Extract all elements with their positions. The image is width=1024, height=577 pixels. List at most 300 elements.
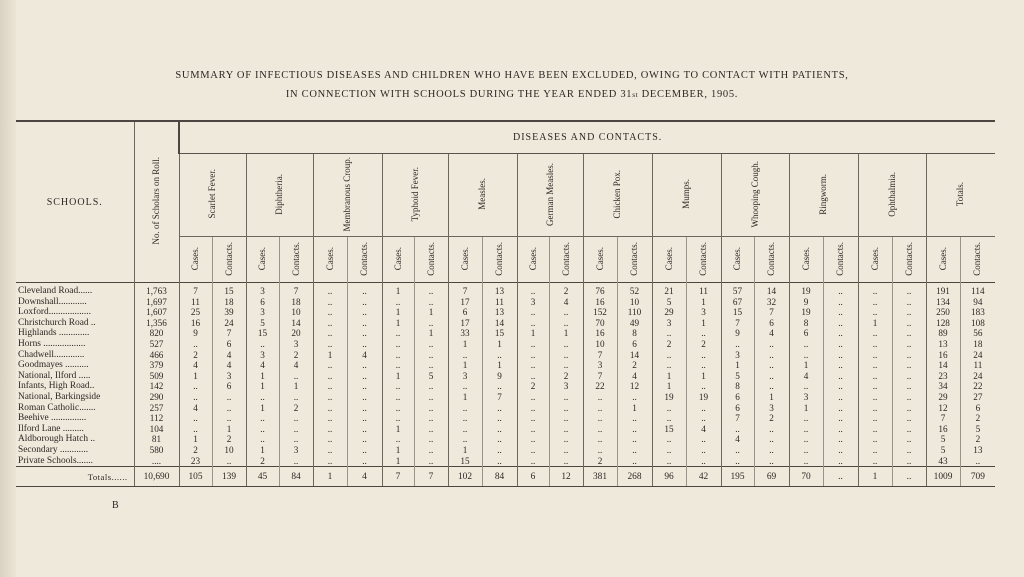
contacts-cell: .. bbox=[482, 434, 517, 445]
contacts-cell: .. bbox=[686, 445, 721, 456]
cases-cell: .. bbox=[517, 456, 549, 467]
school-name: Beehive ............... bbox=[18, 413, 87, 424]
contacts-cell: .. bbox=[347, 381, 382, 392]
totals-cell: 102 bbox=[448, 467, 482, 487]
contacts-cell: 6 bbox=[212, 339, 246, 350]
school-name: Goodmayes .......... bbox=[18, 360, 89, 371]
cases-cell: .. bbox=[382, 381, 414, 392]
cases-cell: 2 bbox=[246, 456, 279, 467]
cases-cell: 19 bbox=[789, 307, 823, 318]
totals-cell: 1 bbox=[858, 467, 892, 487]
school-name: Secondary ............ bbox=[18, 444, 89, 455]
contacts-cell: .. bbox=[347, 424, 382, 435]
cases-cell: 2 bbox=[179, 350, 212, 361]
cases-cell: .. bbox=[721, 424, 754, 435]
totals-cell: 4 bbox=[347, 467, 382, 487]
cases-cell: .. bbox=[246, 424, 279, 435]
contacts-cell: .. bbox=[686, 360, 721, 371]
cases-subheader: Cases. bbox=[517, 237, 549, 283]
cases-cell: .. bbox=[721, 456, 754, 467]
contacts-cell: .. bbox=[754, 434, 789, 445]
school-name: Chadwell............. bbox=[18, 349, 85, 360]
contacts-cell: .. bbox=[549, 434, 583, 445]
cases-cell: 15 bbox=[448, 456, 482, 467]
contacts-cell: .. bbox=[279, 434, 313, 445]
cases-cell: .. bbox=[517, 360, 549, 371]
totals-cell: 7 bbox=[414, 467, 448, 487]
totals-cell: 268 bbox=[617, 467, 652, 487]
totals-cell: 709 bbox=[960, 467, 995, 487]
cases-cell: 1 bbox=[382, 283, 414, 297]
cases-subheader: Cases. bbox=[789, 237, 823, 283]
contacts-cell: 1 bbox=[482, 360, 517, 371]
cases-cell: .. bbox=[313, 339, 347, 350]
cases-cell: 1 bbox=[313, 350, 347, 361]
contacts-subheader: Contacts. bbox=[279, 237, 313, 283]
contacts-cell: .. bbox=[414, 392, 448, 403]
cases-cell: .. bbox=[652, 403, 686, 414]
cases-cell: 89 bbox=[926, 328, 960, 339]
cases-cell: .. bbox=[313, 360, 347, 371]
contacts-cell: 56 bbox=[960, 328, 995, 339]
roll-count: 1,763 bbox=[134, 283, 179, 297]
contacts-cell: 4 bbox=[617, 371, 652, 382]
contacts-cell: .. bbox=[823, 371, 858, 382]
cases-cell: 34 bbox=[926, 381, 960, 392]
cases-cell: 2 bbox=[179, 445, 212, 456]
contacts-cell: 2 bbox=[960, 434, 995, 445]
contacts-cell: .. bbox=[617, 392, 652, 403]
table-row bbox=[16, 456, 995, 467]
cases-cell: 14 bbox=[926, 360, 960, 371]
cases-cell: 2 bbox=[517, 381, 549, 392]
cases-cell: .. bbox=[313, 392, 347, 403]
roll-count: 379 bbox=[134, 360, 179, 371]
school-name: Private Schools....... bbox=[18, 455, 93, 466]
cases-cell: .. bbox=[313, 456, 347, 467]
roll-count: 466 bbox=[134, 350, 179, 361]
cases-cell: 7 bbox=[583, 350, 617, 361]
contacts-cell: .. bbox=[414, 413, 448, 424]
cases-cell: .. bbox=[246, 413, 279, 424]
contacts-subheader: Contacts. bbox=[823, 237, 858, 283]
contacts-cell: .. bbox=[279, 456, 313, 467]
contacts-cell: 13 bbox=[482, 307, 517, 318]
cases-cell: 16 bbox=[926, 350, 960, 361]
contacts-cell: 24 bbox=[212, 318, 246, 329]
contacts-cell: .. bbox=[279, 413, 313, 424]
contacts-cell: 15 bbox=[482, 328, 517, 339]
contacts-cell: .. bbox=[823, 445, 858, 456]
cases-cell: 16 bbox=[583, 297, 617, 308]
school-name: Horns .................. bbox=[18, 338, 86, 349]
totals-row bbox=[16, 467, 995, 487]
contacts-subheader: Contacts. bbox=[347, 237, 382, 283]
contacts-cell: .. bbox=[892, 456, 926, 467]
contacts-cell: 15 bbox=[212, 283, 246, 297]
cases-cell: 1 bbox=[382, 307, 414, 318]
cases-subheader: Cases. bbox=[246, 237, 279, 283]
contacts-cell: .. bbox=[823, 283, 858, 297]
contacts-cell: .. bbox=[892, 297, 926, 308]
contacts-cell: 10 bbox=[212, 445, 246, 456]
contacts-cell: 32 bbox=[754, 297, 789, 308]
contacts-cell: .. bbox=[686, 434, 721, 445]
contacts-cell: 19 bbox=[686, 392, 721, 403]
school-name: Loxford.................. bbox=[18, 307, 91, 318]
cases-cell: 7 bbox=[721, 413, 754, 424]
contacts-cell: 1 bbox=[414, 307, 448, 318]
totals-cell: 45 bbox=[246, 467, 279, 487]
cases-cell: .. bbox=[382, 413, 414, 424]
roll-count: 142 bbox=[134, 381, 179, 392]
table-row bbox=[16, 350, 995, 361]
contacts-cell: 1 bbox=[686, 297, 721, 308]
contacts-cell: 4 bbox=[212, 360, 246, 371]
contacts-cell: 1 bbox=[212, 424, 246, 435]
contacts-cell: 110 bbox=[617, 307, 652, 318]
disease-header-german-measles: German Measles. bbox=[517, 154, 583, 237]
cases-cell: .. bbox=[382, 360, 414, 371]
cases-cell: .. bbox=[179, 381, 212, 392]
cases-cell: 2 bbox=[652, 339, 686, 350]
contacts-cell: 6 bbox=[212, 381, 246, 392]
cases-cell: .. bbox=[179, 413, 212, 424]
cases-cell: .. bbox=[652, 413, 686, 424]
cases-cell: .. bbox=[382, 403, 414, 414]
cases-cell: .. bbox=[652, 434, 686, 445]
cases-subheader: Cases. bbox=[448, 237, 482, 283]
roll-count: 1,356 bbox=[134, 318, 179, 329]
contacts-cell: 7 bbox=[212, 328, 246, 339]
table-row bbox=[16, 392, 995, 403]
cases-subheader: Cases. bbox=[721, 237, 754, 283]
contacts-cell: .. bbox=[347, 360, 382, 371]
totals-cell: 69 bbox=[754, 467, 789, 487]
contacts-cell: .. bbox=[754, 445, 789, 456]
cases-cell: 6 bbox=[721, 392, 754, 403]
totals-cell: 1009 bbox=[926, 467, 960, 487]
school-name: Christchurch Road .. bbox=[18, 317, 96, 328]
totals-cell: 96 bbox=[652, 467, 686, 487]
cases-cell: 134 bbox=[926, 297, 960, 308]
cases-cell: .. bbox=[858, 283, 892, 297]
cases-cell: .. bbox=[583, 445, 617, 456]
contacts-cell: .. bbox=[549, 339, 583, 350]
cases-cell: 76 bbox=[583, 283, 617, 297]
contacts-cell: .. bbox=[823, 456, 858, 467]
contacts-cell: 24 bbox=[960, 371, 995, 382]
cases-cell: .. bbox=[382, 339, 414, 350]
contacts-cell: .. bbox=[960, 456, 995, 467]
contacts-cell: 4 bbox=[212, 350, 246, 361]
contacts-cell: 1 bbox=[686, 371, 721, 382]
contacts-cell: 13 bbox=[960, 445, 995, 456]
disease-header-whooping-cough: Whooping Cough. bbox=[721, 154, 789, 237]
page-marker: B bbox=[112, 500, 119, 511]
cases-cell: 15 bbox=[246, 328, 279, 339]
cases-cell: 8 bbox=[721, 381, 754, 392]
contacts-cell: .. bbox=[892, 350, 926, 361]
contacts-cell: .. bbox=[617, 424, 652, 435]
cases-cell: .. bbox=[858, 424, 892, 435]
cases-cell: .. bbox=[313, 328, 347, 339]
cases-cell: 19 bbox=[789, 283, 823, 297]
cases-cell: 29 bbox=[926, 392, 960, 403]
contacts-cell: 13 bbox=[482, 283, 517, 297]
contacts-cell: .. bbox=[754, 456, 789, 467]
contacts-cell: .. bbox=[686, 413, 721, 424]
cases-cell: 1 bbox=[517, 328, 549, 339]
disease-header-mumps: Mumps. bbox=[652, 154, 721, 237]
contacts-cell: .. bbox=[414, 434, 448, 445]
contacts-cell: .. bbox=[279, 424, 313, 435]
cases-cell: .. bbox=[789, 456, 823, 467]
cases-cell: .. bbox=[858, 413, 892, 424]
totals-cell: 139 bbox=[212, 467, 246, 487]
cases-cell: .. bbox=[652, 350, 686, 361]
cases-cell: 19 bbox=[652, 392, 686, 403]
contacts-subheader: Contacts. bbox=[414, 237, 448, 283]
cases-cell: .. bbox=[382, 350, 414, 361]
contacts-cell: 2 bbox=[549, 283, 583, 297]
contacts-cell: .. bbox=[279, 392, 313, 403]
contacts-cell: 5 bbox=[414, 371, 448, 382]
cases-cell: 22 bbox=[583, 381, 617, 392]
page-binding-edge bbox=[0, 0, 16, 577]
contacts-cell: .. bbox=[892, 283, 926, 297]
roll-count: 1,697 bbox=[134, 297, 179, 308]
cases-cell: 17 bbox=[448, 318, 482, 329]
contacts-subheader: Contacts. bbox=[686, 237, 721, 283]
cases-cell: 1 bbox=[448, 392, 482, 403]
disease-header-chicken-pox: Chicken Pox. bbox=[583, 154, 652, 237]
cases-cell: .. bbox=[858, 381, 892, 392]
cases-cell: 5 bbox=[721, 371, 754, 382]
cases-cell: 5 bbox=[652, 297, 686, 308]
cases-cell: .. bbox=[858, 445, 892, 456]
table-row bbox=[16, 403, 995, 414]
cases-cell: 11 bbox=[179, 297, 212, 308]
cases-cell: 13 bbox=[926, 339, 960, 350]
contacts-subheader: Contacts. bbox=[892, 237, 926, 283]
cases-cell: .. bbox=[313, 403, 347, 414]
roll-count: 820 bbox=[134, 328, 179, 339]
cases-cell: .. bbox=[721, 445, 754, 456]
contacts-cell: .. bbox=[414, 350, 448, 361]
cases-cell: 5 bbox=[926, 445, 960, 456]
cases-cell: 12 bbox=[926, 403, 960, 414]
cases-cell: .. bbox=[517, 413, 549, 424]
cases-cell: 3 bbox=[652, 318, 686, 329]
contacts-cell: .. bbox=[892, 381, 926, 392]
contacts-cell: 108 bbox=[960, 318, 995, 329]
contacts-cell: 1 bbox=[549, 328, 583, 339]
cases-cell: 5 bbox=[246, 318, 279, 329]
contacts-cell: .. bbox=[892, 403, 926, 414]
contacts-cell: .. bbox=[549, 307, 583, 318]
contacts-cell: .. bbox=[892, 445, 926, 456]
contacts-cell: .. bbox=[414, 445, 448, 456]
cases-cell: 3 bbox=[583, 360, 617, 371]
totals-cell: 7 bbox=[382, 467, 414, 487]
cases-cell: .. bbox=[858, 371, 892, 382]
cases-cell: .. bbox=[246, 434, 279, 445]
table-row bbox=[16, 339, 995, 350]
cases-cell: .. bbox=[858, 297, 892, 308]
contacts-cell: .. bbox=[279, 371, 313, 382]
contacts-cell: 10 bbox=[279, 307, 313, 318]
cases-cell: 6 bbox=[789, 328, 823, 339]
table-row bbox=[16, 283, 995, 297]
table-row bbox=[16, 434, 995, 445]
contacts-cell: .. bbox=[892, 339, 926, 350]
cases-cell: 1 bbox=[179, 434, 212, 445]
cases-cell: 128 bbox=[926, 318, 960, 329]
cases-cell: 33 bbox=[448, 328, 482, 339]
cases-cell: 1 bbox=[789, 360, 823, 371]
cases-subheader: Cases. bbox=[583, 237, 617, 283]
contacts-cell: 2 bbox=[549, 371, 583, 382]
cases-cell: 1 bbox=[382, 456, 414, 467]
cases-subheader: Cases. bbox=[926, 237, 960, 283]
cases-cell: 70 bbox=[583, 318, 617, 329]
cases-cell: 21 bbox=[652, 283, 686, 297]
cases-cell: 6 bbox=[246, 297, 279, 308]
contacts-cell: 2 bbox=[617, 360, 652, 371]
contacts-cell: .. bbox=[754, 350, 789, 361]
contacts-cell: .. bbox=[823, 339, 858, 350]
contacts-cell: .. bbox=[482, 424, 517, 435]
cases-cell: .. bbox=[789, 434, 823, 445]
roll-count: 290 bbox=[134, 392, 179, 403]
cases-cell: .. bbox=[313, 381, 347, 392]
cases-cell: 152 bbox=[583, 307, 617, 318]
cases-cell: 1 bbox=[246, 403, 279, 414]
contacts-cell: 2 bbox=[686, 339, 721, 350]
cases-cell: .. bbox=[858, 350, 892, 361]
contacts-cell: 4 bbox=[549, 297, 583, 308]
totals-cell: 84 bbox=[482, 467, 517, 487]
cases-cell: .. bbox=[179, 424, 212, 435]
cases-cell: .. bbox=[313, 434, 347, 445]
contacts-cell: 1 bbox=[279, 381, 313, 392]
cases-cell: 9 bbox=[789, 297, 823, 308]
cases-cell: 1 bbox=[448, 445, 482, 456]
cases-cell: .. bbox=[517, 424, 549, 435]
cases-subheader: Cases. bbox=[179, 237, 212, 283]
cases-cell: 16 bbox=[179, 318, 212, 329]
contacts-cell: 12 bbox=[617, 381, 652, 392]
cases-cell: 3 bbox=[246, 283, 279, 297]
cases-cell: 16 bbox=[926, 424, 960, 435]
cases-cell: 8 bbox=[789, 318, 823, 329]
title-line-2: IN CONNECTION WITH SCHOOLS DURING THE YEAR ENDED 31st DECEMBER, 1905. bbox=[285, 89, 739, 100]
disease-header-ringworm: Ringworm. bbox=[789, 154, 858, 237]
contacts-cell: 3 bbox=[754, 403, 789, 414]
contacts-cell: .. bbox=[347, 283, 382, 297]
contacts-cell: .. bbox=[212, 413, 246, 424]
school-name: Ilford Lane ......... bbox=[18, 423, 84, 434]
cases-cell: 1 bbox=[382, 445, 414, 456]
contacts-cell: .. bbox=[347, 297, 382, 308]
cases-cell: 1 bbox=[382, 424, 414, 435]
cases-cell: 4 bbox=[789, 371, 823, 382]
contacts-cell: 18 bbox=[960, 339, 995, 350]
cases-cell: 4 bbox=[721, 434, 754, 445]
cases-cell: 7 bbox=[179, 283, 212, 297]
contacts-cell: 4 bbox=[279, 360, 313, 371]
cases-cell: .. bbox=[313, 445, 347, 456]
contacts-cell: 14 bbox=[617, 350, 652, 361]
cases-cell: 4 bbox=[179, 403, 212, 414]
cases-cell: 7 bbox=[448, 283, 482, 297]
cases-subheader: Cases. bbox=[652, 237, 686, 283]
cases-cell: .. bbox=[517, 445, 549, 456]
contacts-cell: .. bbox=[482, 456, 517, 467]
diseases-contacts-header: DISEASES AND CONTACTS. bbox=[179, 121, 995, 154]
contacts-cell: 4 bbox=[686, 424, 721, 435]
contacts-cell: .. bbox=[617, 413, 652, 424]
contacts-cell: 3 bbox=[279, 339, 313, 350]
table-row bbox=[16, 371, 995, 382]
contacts-cell: .. bbox=[686, 350, 721, 361]
cases-cell: 1 bbox=[179, 371, 212, 382]
contacts-cell: .. bbox=[414, 339, 448, 350]
table-row bbox=[16, 381, 995, 392]
cases-cell: .. bbox=[517, 307, 549, 318]
totals-cell: 12 bbox=[549, 467, 583, 487]
contacts-cell: .. bbox=[549, 403, 583, 414]
contacts-cell: .. bbox=[686, 456, 721, 467]
contacts-cell: 1 bbox=[414, 328, 448, 339]
contacts-cell: .. bbox=[414, 283, 448, 297]
contacts-cell: .. bbox=[347, 318, 382, 329]
roll-count: 112 bbox=[134, 413, 179, 424]
contacts-cell: 183 bbox=[960, 307, 995, 318]
cases-cell: .. bbox=[583, 403, 617, 414]
roll-count: 527 bbox=[134, 339, 179, 350]
contacts-subheader: Contacts. bbox=[754, 237, 789, 283]
disease-header-measles: Measles. bbox=[448, 154, 517, 237]
totals-cell: 6 bbox=[517, 467, 549, 487]
contacts-cell: .. bbox=[823, 328, 858, 339]
contacts-cell: 11 bbox=[482, 297, 517, 308]
cases-cell: .. bbox=[858, 403, 892, 414]
cases-cell: .. bbox=[517, 403, 549, 414]
disease-header-scarlet-fever: Scarlet Fever. bbox=[179, 154, 246, 237]
contacts-cell: .. bbox=[892, 424, 926, 435]
contacts-cell: .. bbox=[754, 360, 789, 371]
cases-cell: 1 bbox=[246, 371, 279, 382]
contacts-cell: 39 bbox=[212, 307, 246, 318]
contacts-cell: .. bbox=[892, 360, 926, 371]
cases-cell: 1 bbox=[448, 339, 482, 350]
contacts-cell: .. bbox=[549, 445, 583, 456]
cases-cell: .. bbox=[858, 392, 892, 403]
contacts-cell: .. bbox=[823, 424, 858, 435]
cases-cell: .. bbox=[789, 413, 823, 424]
totals-cell: .. bbox=[892, 467, 926, 487]
cases-cell: .. bbox=[517, 434, 549, 445]
school-name: Cleveland Road...... bbox=[16, 283, 134, 297]
contacts-cell: .. bbox=[414, 403, 448, 414]
cases-cell: .. bbox=[721, 339, 754, 350]
cases-cell: .. bbox=[382, 328, 414, 339]
school-name: Highlands ............. bbox=[18, 328, 90, 339]
cases-cell: .. bbox=[858, 339, 892, 350]
contacts-subheader: Contacts. bbox=[212, 237, 246, 283]
